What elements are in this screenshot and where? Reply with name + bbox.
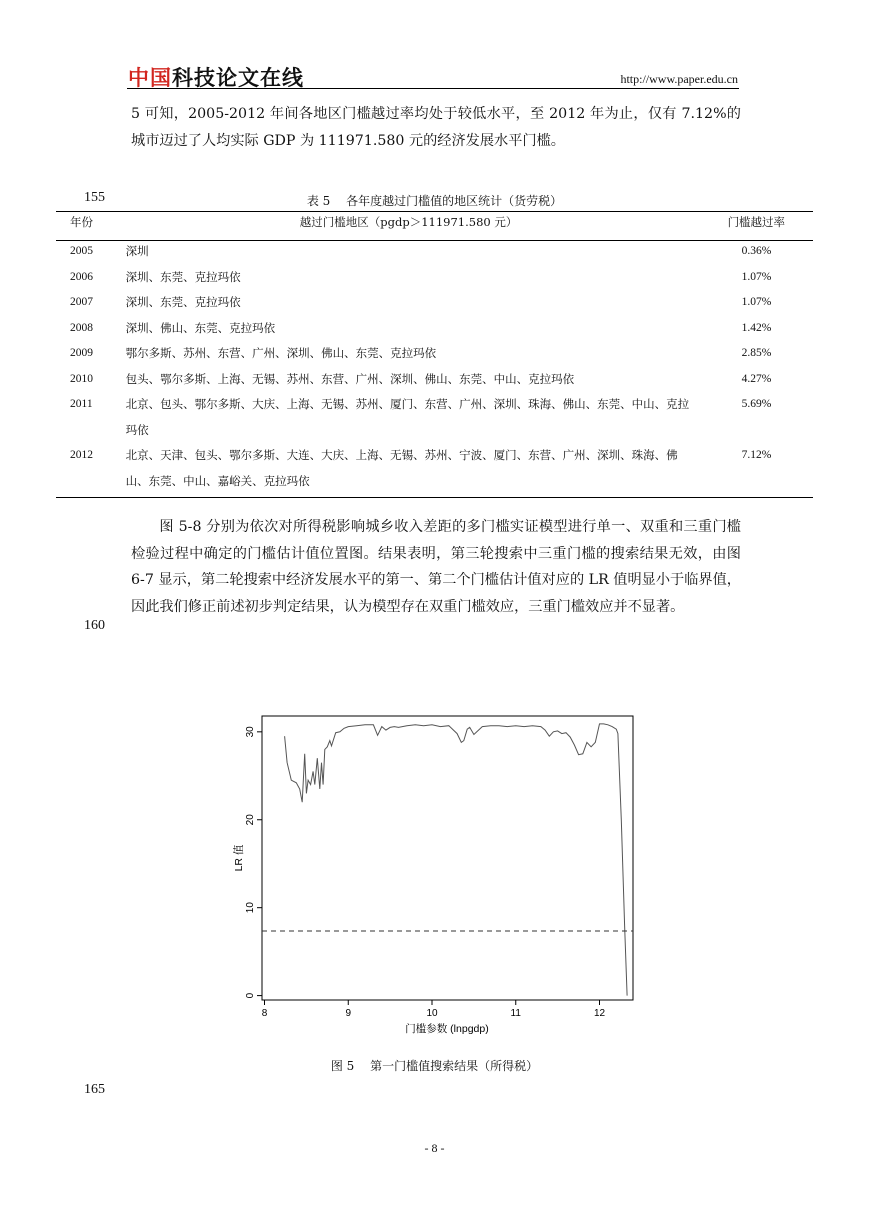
journal-logo: 中国科技论文在线 bbox=[128, 66, 304, 90]
row-rate: 5.69% bbox=[741, 398, 772, 410]
row-year: 2010 bbox=[70, 372, 93, 385]
header-year: 年份 bbox=[70, 217, 93, 229]
row-regions: 深圳、东莞、克拉玛依 bbox=[125, 269, 241, 284]
row-regions: 包头、鄂尔多斯、上海、无锡、苏州、东营、广州、深圳、佛山、东莞、中山、克拉玛依 bbox=[125, 371, 575, 386]
x-tick-label: 10 bbox=[426, 1008, 438, 1019]
intro-paragraph: 5 可知，2005-2012 年间各地区门槛越过率均处于较低水平，至 2012 年为止，仅有 7.12%的城市迈过了人均实际 GDP 为 111971.580 元的经济发展水平门槛。 bbox=[131, 106, 741, 149]
row-year: 2008 bbox=[70, 321, 93, 334]
x-tick-label: 12 bbox=[593, 1008, 606, 1019]
row-year: 2007 bbox=[70, 296, 93, 308]
row-rate: 4.27% bbox=[741, 372, 772, 385]
row-rate: 7.12% bbox=[741, 449, 772, 461]
x-tick-label: 8 bbox=[261, 1008, 268, 1019]
row-rate: 2.85% bbox=[741, 347, 772, 359]
lr-chart-svg bbox=[222, 706, 652, 1046]
figure-5-chart bbox=[222, 706, 652, 1046]
row-rate: 0.36% bbox=[741, 245, 772, 257]
row-year: 2012 bbox=[70, 449, 93, 461]
table-row bbox=[56, 290, 813, 316]
header-url[interactable]: http://www.paper.edu.cn bbox=[620, 72, 738, 86]
line-number-160: 160 bbox=[84, 618, 105, 633]
row-year: 2011 bbox=[70, 398, 93, 410]
row-rate: 1.07% bbox=[741, 296, 772, 308]
table-caption: 表 5 各年度越过门槛值的地区统计（货劳税） bbox=[306, 194, 563, 208]
chart-series bbox=[262, 724, 633, 996]
row-regions: 北京、天津、包头、鄂尔多斯、大连、大庆、上海、无锡、苏州、宁波、厦门、东营、广州、深圳、珠海、佛山、东莞、中山、嘉峪关、克拉玛依 bbox=[125, 448, 678, 488]
header-regions: 越过门槛地区（pgdp＞111971.580 元） bbox=[299, 215, 518, 229]
row-regions: 深圳、东莞、克拉玛依 bbox=[125, 295, 241, 309]
row-year: 2005 bbox=[70, 245, 93, 257]
x-axis-label: 门槛参数 (lnpgdp) bbox=[405, 1023, 489, 1035]
y-tick-label: 0 bbox=[245, 992, 256, 999]
table-bottom-rule bbox=[56, 497, 813, 498]
y-tick-label: 30 bbox=[245, 726, 256, 738]
table-5 bbox=[56, 211, 813, 494]
row-year: 2006 bbox=[70, 270, 93, 283]
line-number-165: 165 bbox=[84, 1082, 105, 1097]
table-row bbox=[56, 443, 813, 494]
table-header-row bbox=[56, 211, 813, 236]
chart-axes bbox=[245, 726, 606, 1019]
x-tick-label: 9 bbox=[345, 1008, 352, 1019]
y-tick-label: 10 bbox=[245, 902, 256, 914]
table-row bbox=[56, 316, 813, 342]
row-year: 2009 bbox=[70, 347, 93, 359]
row-regions: 深圳、佛山、东莞、克拉玛依 bbox=[125, 320, 276, 335]
row-regions: 鄂尔多斯、苏州、东营、广州、深圳、佛山、东莞、克拉玛依 bbox=[125, 346, 437, 360]
table-row bbox=[56, 392, 813, 443]
body-paragraph: 图 5-8 分别为依次对所得税影响城乡收入差距的多门槛实证模型进行单一、双重和三重门槛检验过程中确定的门槛估计值位置图。结果表明，第三轮搜索中三重门槛的搜索结果无效，由图 6-7 显示，第二轮搜索中经济发展水平的第一、第二个门槛估计值对应的 LR 值明显小于临界值，因此我们修正前述初步判定结果，认为模型存在双重门槛效应，三重门槛效应并不显著。 bbox=[131, 519, 741, 615]
header-rule bbox=[127, 88, 739, 89]
y-tick-label: 20 bbox=[245, 814, 256, 826]
row-rate: 1.07% bbox=[741, 270, 772, 283]
x-tick-label: 11 bbox=[510, 1008, 521, 1019]
table-row bbox=[56, 265, 813, 291]
table-row bbox=[56, 367, 813, 393]
line-number-155: 155 bbox=[84, 190, 105, 205]
row-regions: 深圳 bbox=[125, 244, 149, 258]
lr-statistic-line bbox=[285, 724, 627, 996]
header-rate: 门槛越过率 bbox=[727, 217, 786, 229]
row-regions: 北京、包头、鄂尔多斯、大庆、上海、无锡、苏州、厦门、东营、广州、深圳、珠海、佛山、东莞、中山、克拉玛依 bbox=[125, 397, 690, 437]
table-row bbox=[56, 239, 813, 265]
row-rate: 1.42% bbox=[741, 321, 772, 334]
y-axis-label: LR 值 bbox=[233, 844, 245, 872]
page-number: - 8 - bbox=[424, 1141, 445, 1155]
figure-caption: 图 5 第一门槛值搜索结果（所得税） bbox=[330, 1059, 539, 1073]
table-row bbox=[56, 341, 813, 367]
